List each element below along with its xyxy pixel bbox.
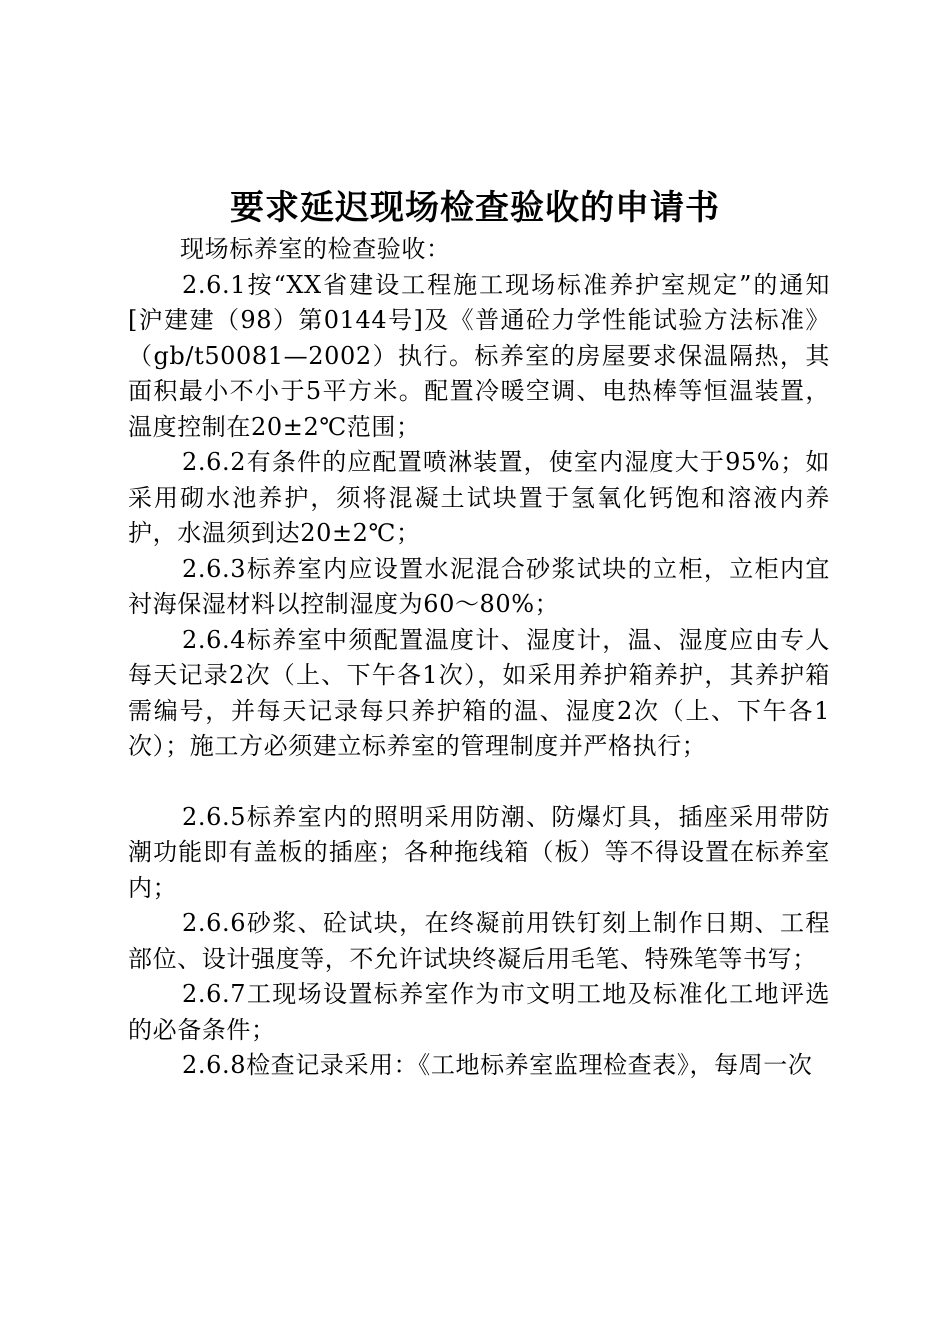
paragraph-2-6-4: 2.6.4标养室中须配置温度计、湿度计，温、湿度应由专人每天记录2次（上、下午各1次），如采用养护箱养护，其养护箱需编号，并每天记录每只养护箱的温、湿度2次（上、下午各1次）；施工方必须建立标养室的管理制度并严格执行； (128, 625, 830, 760)
intro-paragraph: 现场标养室的检查验收： (180, 235, 451, 263)
paragraph-2-6-3: 2.6.3标养室内应设置水泥混合砂浆试块的立柜，立柜内宜衬海保湿材料以控制湿度为60～80%； (128, 554, 830, 618)
document-title: 要求延迟现场检查验收的申请书 (230, 188, 720, 228)
paragraph-2-6-6: 2.6.6砂浆、砼试块，在终凝前用铁钉刻上制作日期、工程部位、设计强度等，不允许试块终凝后用毛笔、特殊笔等书写； (128, 909, 830, 973)
document-body (128, 232, 830, 1084)
paragraph-2-6-7: 2.6.7工现场设置标养室作为市文明工地及标准化工地评选的必备条件； (128, 980, 830, 1044)
paragraph-2-6-8: 2.6.8检查记录采用：《工地标养室监理检查表》，每周一次 (182, 1051, 813, 1079)
paragraph-2-6-2: 2.6.2有条件的应配置喷淋装置，使室内湿度大于95%；如采用砌水池养护，须将混凝土试块置于氢氧化钙饱和溶液内养护，水温须到达20±2℃； (128, 448, 830, 547)
paragraph-2-6-5: 2.6.5标养室内的照明采用防潮、防爆灯具，插座采用带防潮功能即有盖板的插座；各种拖线箱（板）等不得设置在标养室内； (128, 802, 830, 902)
paragraph-2-6-1: 2.6.1按“XX省建设工程施工现场标准养护室规定”的通知[沪建建（98）第0144号]及《普通砼力学性能试验方法标准》（gb/t50081—2002）执行。标养室的房屋要求保温隔热，其面积最小不小于5平方米。配置冷暖空调、电热棒等恒温装置，温度控制在20±2℃范围； (128, 270, 830, 441)
